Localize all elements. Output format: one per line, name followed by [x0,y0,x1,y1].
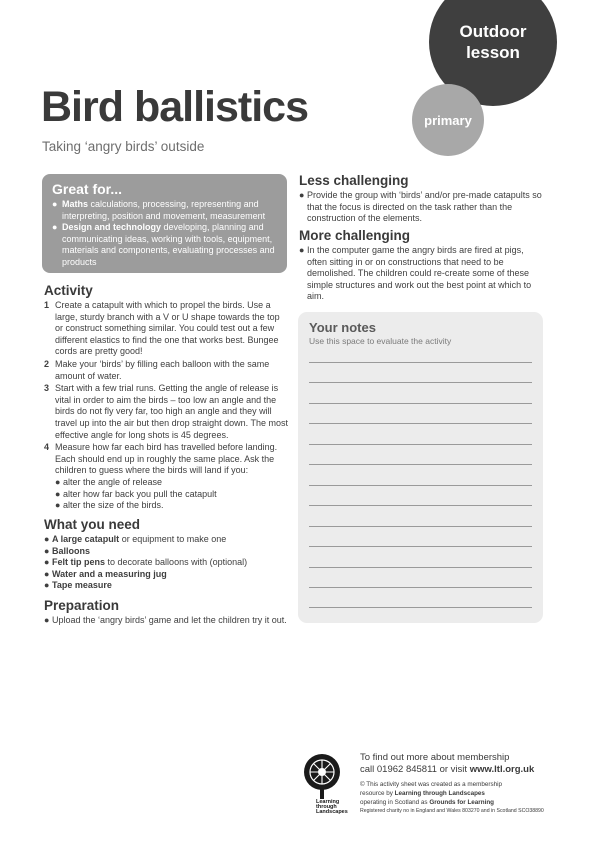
notes-line [309,505,532,506]
bullet-icon: ● [55,488,61,499]
great-for-box [42,174,287,273]
scotland-line [360,798,580,807]
notes-line [309,526,532,527]
sub-item-text: alter how far back you pull the catapult [63,488,217,499]
page-title: Bird ballistics [41,83,308,131]
activity-step [44,442,289,512]
step-number: 4 [44,442,50,453]
list-item [44,615,289,627]
less-challenging-text: Provide the group with ‘birds’ and/or pre-made catapults so that the focus is directed on the task rather than the construction of the elements. [307,190,542,224]
notes-line [309,587,532,588]
step-text: Measure how far each bird has travelled before landing. Each should end up in roughly the same place. Ask the children to guess where the birds will land if you: [55,442,278,476]
bullet-icon: ● [299,190,305,200]
great-for-text: developing, planning and communicating ideas, working with tools, equipment, materials and components, evaluating processes and products [62,222,275,267]
notes-line [309,423,532,424]
notes-line [309,444,532,445]
item-detail: to decorate balloons with (optional) [105,557,248,568]
great-for-heading: Great for... [52,181,123,197]
list-item [299,190,543,225]
great-for-label: Maths [62,199,89,209]
logo-text: Learning [316,799,340,805]
item-name: Water and a measuring jug [52,568,167,579]
list-item [44,557,289,569]
preparation-text: Upload the ‘angry birds’ game and let the children try it out. [52,615,287,625]
notes-line [309,485,532,486]
resource-line [360,789,580,798]
great-for-item [52,222,277,268]
more-challenging-text: In the computer game the angry birds are fired at pigs, often sitting in or on constructions that need to be demolished. The children could re-create some of these simple structures and work out the best point at which to aim. [307,245,532,302]
more-challenging-list [299,245,543,303]
notes-line [309,567,532,568]
step-number: 1 [44,300,50,310]
badge-lesson: lesson [466,43,520,62]
great-for-text: calculations, processing, representing and interpreting, position and movement, measurement [62,199,266,221]
great-for-item [52,199,277,222]
item-name: Felt tip pens [52,557,106,568]
bullet-icon: ● [52,199,58,209]
bullet-icon: ● [55,476,61,487]
scotland-org: Grounds for Learning [429,799,495,806]
notes-hint: Use this space to evaluate the activity [309,336,452,346]
ltl-logo [299,752,349,816]
preparation-list [44,615,289,627]
notes-line [309,464,532,465]
badge-outdoor: Outdoor [459,22,527,41]
notes-line [309,362,532,363]
great-for-label: Design and technology [62,222,162,232]
list-item [299,245,543,303]
bullet-icon: ● [299,245,305,255]
bullet-icon: ● [55,500,61,511]
activity-step [44,383,289,441]
badge-level: primary [424,112,472,128]
list-item [44,534,289,546]
tree-logo-icon [299,752,349,816]
item-name: Tape measure [52,580,112,591]
activity-step [44,300,289,358]
what-you-need-heading: What you need [44,517,141,532]
what-you-need-list [44,534,289,592]
membership-line: To find out more about membership [360,752,510,763]
sub-item-text: alter the size of the birds. [63,500,164,511]
step-text: Create a catapult with which to propel the birds. Use a large, sturdy branch with a V or U shape towards the top or construct something similar. You could test out a few different elastics to find the one that works best. Bungee cords are pretty good! [55,300,280,357]
bullet-icon: ● [44,557,50,568]
notes-line [309,546,532,547]
activity-heading: Activity [44,283,93,298]
step-number: 3 [44,383,50,394]
page-subtitle: Taking ‘angry birds’ outside [42,139,205,154]
resource-text: resource by [360,790,395,797]
your-notes-box [298,312,543,623]
logo-text: through [316,804,337,810]
sub-item [55,489,289,501]
bullet-icon: ● [44,545,50,556]
charity-line: Registered charity no in England and Wales 803270 and in Scotland SCO38890 [360,808,544,814]
bullet-icon: ● [44,615,50,625]
item-detail: or equipment to make one [119,534,227,544]
sub-item [55,477,289,489]
item-name: A large catapult [52,534,120,544]
notes-line [309,403,532,404]
step-text: Start with a few trial runs. Getting the angle of release is vital in order to aim the birds – too low an angle and the birds do not fly very far, too high an angle and they will travel up into the air but then drop straight down. The most effective angle for long shots is 45 degrees. [55,383,288,440]
item-name: Balloons [52,545,91,556]
org-name: Learning through Landscapes [394,790,485,797]
less-challenging-heading: Less challenging [299,173,409,188]
less-challenging-list [299,190,543,225]
bullet-icon: ● [44,534,50,544]
bullet-icon: ● [44,580,50,591]
logo-text: Landscapes [316,809,348,815]
list-item [44,569,289,581]
sub-item [55,500,289,512]
list-item [44,546,289,558]
sub-item-text: alter the angle of release [63,476,163,487]
footer [360,752,580,815]
activity-steps [44,300,289,513]
bullet-icon: ● [52,222,58,232]
notes-line [309,607,532,608]
preparation-heading: Preparation [44,598,120,613]
contact-line [360,764,580,776]
list-item [44,580,289,592]
copyright-line: © This activity sheet was created as a membership [360,781,503,788]
scotland-text: operating in Scotland as [360,799,430,806]
contact-text: call 01962 845811 or visit [360,764,470,775]
step-number: 2 [44,358,50,369]
notes-heading: Your notes [309,320,376,335]
bullet-icon: ● [44,568,50,579]
primary-badge [412,84,484,156]
website-link[interactable]: www.ltl.org.uk [469,764,535,775]
step-text: Make your ‘birds’ by filling each balloon with the same amount of water. [55,358,270,381]
more-challenging-heading: More challenging [299,228,411,243]
notes-line [309,382,532,383]
activity-step [44,359,289,382]
